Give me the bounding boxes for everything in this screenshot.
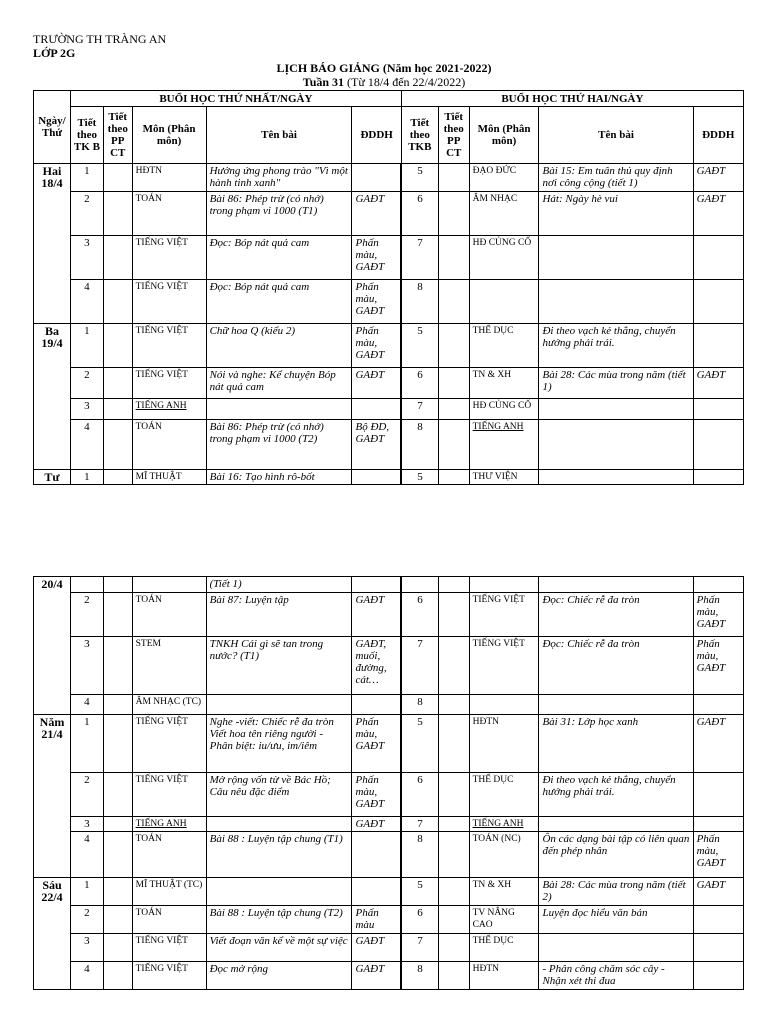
subject-cell: TIẾNG ANH: [469, 817, 539, 832]
subject-cell: [469, 577, 539, 593]
schedule-table-page-2: [33, 576, 744, 990]
subject-cell: TIẾNG VIỆT: [132, 962, 206, 990]
subject-cell: [469, 695, 539, 715]
period-number: 6: [401, 593, 438, 637]
period-number: 5: [401, 324, 438, 368]
session-1-header: BUỔI HỌC THỨ NHẤT/NGÀY: [70, 91, 401, 107]
equipment-cell: [693, 934, 743, 962]
col-equipment-header-2: ĐDDH: [693, 107, 743, 164]
equipment-cell: GAĐT: [693, 192, 743, 236]
subject-cell: TIẾNG VIỆT: [132, 280, 206, 324]
week-range: (Từ 18/4 đến 22/4/2022): [347, 75, 466, 89]
equipment-cell: [352, 470, 401, 485]
equipment-cell: [693, 962, 743, 990]
equipment-cell: [693, 399, 743, 420]
lesson-cell: Hát: Ngày hè vui: [539, 192, 693, 236]
period-number: 5: [401, 878, 438, 906]
day-cell: [34, 577, 71, 715]
ppct-cell: [438, 695, 469, 715]
schedule-row: [34, 962, 744, 990]
period-number: 2: [70, 773, 103, 817]
ppct-cell: [438, 637, 469, 695]
schedule-row: [34, 773, 744, 817]
period-number: 8: [401, 695, 438, 715]
day-cell: [34, 878, 71, 990]
equipment-cell: [693, 470, 743, 485]
ppct-cell: [438, 324, 469, 368]
period-number: 6: [401, 192, 438, 236]
equipment-cell: Phấn màu, GAĐT: [693, 832, 743, 878]
ppct-cell: [103, 577, 132, 593]
subject-cell: THỂ DỤC: [469, 324, 539, 368]
period-number: 4: [70, 280, 103, 324]
schedule-row: [34, 324, 744, 368]
period-number: 2: [70, 593, 103, 637]
schedule-row: [34, 192, 744, 236]
ppct-cell: [438, 593, 469, 637]
ppct-cell: [103, 878, 132, 906]
equipment-cell: Phấn màu, GAĐT: [352, 280, 401, 324]
schedule-row: [34, 164, 744, 192]
ppct-cell: [103, 695, 132, 715]
subject-cell: THỂ DỤC: [469, 773, 539, 817]
school-name: TRƯỜNG TH TRÀNG AN: [33, 32, 167, 46]
subject-cell: TIẾNG VIỆT: [132, 236, 206, 280]
period-number: 3: [70, 399, 103, 420]
subject-cell: TIẾNG VIỆT: [132, 934, 206, 962]
equipment-cell: [352, 577, 401, 593]
subject-cell: TIẾNG ANH: [132, 817, 206, 832]
col-subject-header: Môn (Phân môn): [132, 107, 206, 164]
lesson-cell: Bài 87: Luyện tập: [206, 593, 352, 637]
period-number: 1: [70, 878, 103, 906]
col-period-tkb-header: Tiết theo TK B: [70, 107, 103, 164]
lesson-cell: Bài 28: Các mùa trong năm (tiết 2): [539, 878, 693, 906]
schedule-row: [34, 236, 744, 280]
ppct-cell: [103, 773, 132, 817]
period-number: 1: [70, 715, 103, 773]
subject-cell: TIẾNG VIỆT: [469, 593, 539, 637]
schedule-row: [34, 593, 744, 637]
lesson-cell: Mở rộng vốn từ về Bác Hồ; Câu nêu đặc điểm: [206, 773, 352, 817]
day-date: 19/4: [41, 336, 63, 350]
col-equipment-header: ĐDDH: [352, 107, 401, 164]
subject-cell: TIẾNG ANH: [469, 420, 539, 470]
lesson-cell: [206, 817, 352, 832]
lesson-cell: Đọc: Bóp nát quả cam: [206, 280, 352, 324]
period-number: 6: [401, 368, 438, 399]
ppct-cell: [103, 906, 132, 934]
equipment-cell: GAĐT: [352, 192, 401, 236]
ppct-cell: [438, 236, 469, 280]
period-number: 5: [401, 164, 438, 192]
lesson-cell: Bài 31: Lớp học xanh: [539, 715, 693, 773]
ppct-cell: [438, 715, 469, 773]
equipment-cell: Phấn màu, GAĐT: [352, 236, 401, 280]
schedule-row: [34, 878, 744, 906]
ppct-cell: [438, 280, 469, 324]
ppct-cell: [438, 192, 469, 236]
ppct-cell: [103, 470, 132, 485]
schedule-row: [34, 470, 744, 485]
period-number: 4: [70, 695, 103, 715]
period-number: 4: [70, 962, 103, 990]
equipment-cell: [693, 906, 743, 934]
subject-cell: TN & XH: [469, 368, 539, 399]
lesson-cell: Bài 88 : Luyện tập chung (T1): [206, 832, 352, 878]
day-name: Tư: [44, 470, 60, 484]
subject-cell: TOÁN: [132, 192, 206, 236]
period-number: 3: [70, 934, 103, 962]
equipment-cell: [352, 695, 401, 715]
lesson-cell: Luyện đọc hiểu văn bản: [539, 906, 693, 934]
subject-cell: TOÁN (NC): [469, 832, 539, 878]
equipment-cell: [352, 878, 401, 906]
lesson-cell: [206, 878, 352, 906]
schedule-row: [34, 906, 744, 934]
period-number: 7: [401, 637, 438, 695]
ppct-cell: [438, 832, 469, 878]
subject-cell: MĨ THUẬT (TC): [132, 878, 206, 906]
day-name: Sáu: [42, 878, 62, 892]
week-label: Tuần 31: [302, 75, 345, 89]
day-name: Ba: [44, 324, 59, 338]
subject-cell: TIẾNG VIỆT: [132, 324, 206, 368]
schedule-title: LỊCH BÁO GIẢNG (Năm học 2021-2022): [276, 61, 492, 75]
period-number: 4: [70, 420, 103, 470]
ppct-cell: [103, 817, 132, 832]
schedule-row: [34, 715, 744, 773]
lesson-cell: - Phân công chăm sóc cây - Nhận xét thi đua: [539, 962, 693, 990]
lesson-cell: (Tiết 1): [206, 577, 352, 593]
period-number: 5: [401, 470, 438, 485]
ppct-cell: [103, 420, 132, 470]
ppct-cell: [438, 470, 469, 485]
col-period-tkb-header-2: Tiết theo TKB: [401, 107, 438, 164]
equipment-cell: [693, 817, 743, 832]
subject-cell: [469, 280, 539, 324]
lesson-cell: Ôn các dạng bài tập có liên quan đến phép nhân: [539, 832, 693, 878]
period-number: 7: [401, 236, 438, 280]
week-line: [0, 76, 768, 89]
ppct-cell: [103, 399, 132, 420]
equipment-cell: GAĐT, muối, đường, cát…: [352, 637, 401, 695]
lesson-cell: [539, 236, 693, 280]
lesson-cell: Bài 15: Em tuân thủ quy định nơi công cộng (tiết 1): [539, 164, 693, 192]
period-number: 1: [70, 470, 103, 485]
period-number: 8: [401, 962, 438, 990]
ppct-cell: [103, 637, 132, 695]
subject-cell: ÂM NHẠC (TC): [132, 695, 206, 715]
period-number: 8: [401, 832, 438, 878]
class-name: LỚP 2G: [33, 46, 76, 60]
equipment-cell: GAĐT: [352, 368, 401, 399]
subject-cell: HĐ CỦNG CỐ: [469, 399, 539, 420]
period-number: 3: [70, 817, 103, 832]
equipment-cell: Phấn màu: [352, 906, 401, 934]
equipment-cell: GAĐT: [352, 593, 401, 637]
subject-cell: TOÁN: [132, 832, 206, 878]
lesson-cell: Đi theo vạch kẻ thẳng, chuyển hướng phải trái.: [539, 324, 693, 368]
day-date: 22/4: [41, 890, 63, 904]
period-number: 6: [401, 906, 438, 934]
equipment-cell: [693, 324, 743, 368]
col-period-ppct-header: Tiết theo PP CT: [103, 107, 132, 164]
ppct-cell: [103, 192, 132, 236]
equipment-cell: GAĐT: [352, 817, 401, 832]
ppct-cell: [103, 236, 132, 280]
ppct-cell: [438, 773, 469, 817]
lesson-cell: Chữ hoa Q (kiểu 2): [206, 324, 352, 368]
lesson-cell: [539, 695, 693, 715]
lesson-cell: [206, 399, 352, 420]
day-name: Hai: [42, 164, 62, 178]
period-number: 8: [401, 280, 438, 324]
schedule-row: [34, 399, 744, 420]
lesson-cell: Hưởng ứng phong trào "Vì một hành tinh xanh": [206, 164, 352, 192]
subject-cell: HĐTN: [469, 715, 539, 773]
period-number: 6: [401, 773, 438, 817]
schedule-row: [34, 368, 744, 399]
schedule-row: [34, 934, 744, 962]
day-cell: [34, 324, 71, 470]
lesson-cell: [539, 934, 693, 962]
day-date: 20/4: [41, 577, 63, 591]
ppct-cell: [103, 324, 132, 368]
period-number: 2: [70, 192, 103, 236]
subject-cell: THỂ DỤC: [469, 934, 539, 962]
ppct-cell: [438, 817, 469, 832]
subject-cell: TIẾNG VIỆT: [469, 637, 539, 695]
day-name: Năm: [39, 715, 65, 729]
subject-cell: TOÁN: [132, 420, 206, 470]
lesson-cell: Nói và nghe: Kể chuyện Bóp nát quả cam: [206, 368, 352, 399]
col-lesson-header: Tên bài: [206, 107, 352, 164]
ppct-cell: [103, 593, 132, 637]
period-number: [70, 577, 103, 593]
subject-cell: STEM: [132, 637, 206, 695]
day-cell: [34, 164, 71, 324]
period-number: 3: [70, 637, 103, 695]
lesson-cell: Bài 28: Các mùa trong năm (tiết 1): [539, 368, 693, 399]
subject-cell: THƯ VIỆN: [469, 470, 539, 485]
subject-cell: TV NÂNG CAO: [469, 906, 539, 934]
lesson-cell: Đọc: Chiếc rễ đa tròn: [539, 593, 693, 637]
schedule-row: [34, 817, 744, 832]
lesson-cell: [539, 817, 693, 832]
lesson-cell: Bài 86: Phép trừ (có nhớ) trong phạm vi 1000 (T1): [206, 192, 352, 236]
ppct-cell: [438, 420, 469, 470]
schedule-row: [34, 695, 744, 715]
ppct-cell: [103, 934, 132, 962]
ppct-cell: [438, 577, 469, 593]
subject-cell: HĐTN: [469, 962, 539, 990]
subject-cell: TIẾNG VIỆT: [132, 715, 206, 773]
subject-cell: HĐ CỦNG CỐ: [469, 236, 539, 280]
col-subject-header-2: Môn (Phân môn): [469, 107, 539, 164]
equipment-cell: Bộ ĐD, GAĐT: [352, 420, 401, 470]
period-number: 2: [70, 368, 103, 399]
equipment-cell: GAĐT: [352, 962, 401, 990]
schedule-row: [34, 577, 744, 593]
lesson-cell: Đọc: Chiếc rễ đa tròn: [539, 637, 693, 695]
equipment-cell: Phấn màu, GAĐT: [352, 773, 401, 817]
schedule-body-page-1: [34, 164, 744, 485]
day-date: 18/4: [41, 176, 63, 190]
lesson-cell: [539, 577, 693, 593]
period-number: 2: [70, 906, 103, 934]
col-day-header: Ngày/ Thứ: [34, 91, 71, 164]
equipment-cell: [693, 577, 743, 593]
subject-cell: MĨ THUẬT: [132, 470, 206, 485]
period-number: 5: [401, 715, 438, 773]
ppct-cell: [438, 934, 469, 962]
equipment-cell: GAĐT: [693, 164, 743, 192]
period-number: 1: [70, 164, 103, 192]
lesson-cell: Đọc mở rộng: [206, 962, 352, 990]
ppct-cell: [438, 164, 469, 192]
schedule-row: [34, 280, 744, 324]
schedule-row: [34, 832, 744, 878]
ppct-cell: [103, 832, 132, 878]
period-number: [401, 577, 438, 593]
equipment-cell: [352, 164, 401, 192]
equipment-cell: GAĐT: [352, 934, 401, 962]
ppct-cell: [438, 399, 469, 420]
col-lesson-header-2: Tên bài: [539, 107, 693, 164]
period-number: 7: [401, 817, 438, 832]
subject-cell: TIẾNG ANH: [132, 399, 206, 420]
ppct-cell: [438, 368, 469, 399]
equipment-cell: [352, 832, 401, 878]
ppct-cell: [438, 962, 469, 990]
equipment-cell: Phấn màu, GAĐT: [352, 715, 401, 773]
equipment-cell: Phấn màu, GAĐT: [693, 593, 743, 637]
period-number: 7: [401, 934, 438, 962]
lesson-cell: Bài 16: Tạo hình rô-bốt: [206, 470, 352, 485]
equipment-cell: [693, 773, 743, 817]
period-number: 7: [401, 399, 438, 420]
schedule-body-page-2: [34, 577, 744, 990]
lesson-cell: Viết đoạn văn kể về một sự việc: [206, 934, 352, 962]
lesson-cell: [206, 695, 352, 715]
lesson-cell: TNKH Cái gì sẽ tan trong nước? (T1): [206, 637, 352, 695]
schedule-row: [34, 637, 744, 695]
equipment-cell: [693, 280, 743, 324]
equipment-cell: GAĐT: [693, 878, 743, 906]
subject-cell: TIẾNG VIỆT: [132, 368, 206, 399]
ppct-cell: [438, 906, 469, 934]
equipment-cell: [352, 399, 401, 420]
ppct-cell: [103, 368, 132, 399]
lesson-cell: [539, 280, 693, 324]
period-number: 8: [401, 420, 438, 470]
ppct-cell: [103, 715, 132, 773]
equipment-cell: [693, 420, 743, 470]
equipment-cell: [693, 695, 743, 715]
day-cell: [34, 470, 71, 485]
day-date: 21/4: [41, 727, 63, 741]
equipment-cell: GAĐT: [693, 715, 743, 773]
lesson-cell: Bài 86: Phép trừ (có nhớ) trong phạm vi 1000 (T2): [206, 420, 352, 470]
lesson-cell: Đọc: Bóp nát quả cam: [206, 236, 352, 280]
subject-cell: TOÁN: [132, 593, 206, 637]
equipment-cell: GAĐT: [693, 368, 743, 399]
schedule-row: [34, 420, 744, 470]
session-2-header: BUỔI HỌC THỨ HAI/NGÀY: [401, 91, 743, 107]
lesson-cell: [539, 399, 693, 420]
subject-cell: [132, 577, 206, 593]
lesson-cell: Nghe -viết: Chiếc rễ đa tròn Viết hoa tên riêng người - Phân biệt: iu/ưu, im/iêm: [206, 715, 352, 773]
schedule-table-page-1: [33, 90, 744, 485]
lesson-cell: Bài 88 : Luyện tập chung (T2): [206, 906, 352, 934]
subject-cell: TN & XH: [469, 878, 539, 906]
equipment-cell: [693, 236, 743, 280]
period-number: 1: [70, 324, 103, 368]
lesson-cell: [539, 420, 693, 470]
day-cell: [34, 715, 71, 878]
ppct-cell: [103, 280, 132, 324]
subject-cell: TOÁN: [132, 906, 206, 934]
ppct-cell: [438, 878, 469, 906]
subject-cell: ÂM NHẠC: [469, 192, 539, 236]
subject-cell: TIẾNG VIỆT: [132, 773, 206, 817]
equipment-cell: Phấn màu, GAĐT: [693, 637, 743, 695]
period-number: 4: [70, 832, 103, 878]
subject-cell: ĐẠO ĐỨC: [469, 164, 539, 192]
lesson-cell: Đi theo vạch kẻ thẳng, chuyển hướng phải trái.: [539, 773, 693, 817]
col-period-ppct-header-2: Tiết theo PP CT: [438, 107, 469, 164]
period-number: 3: [70, 236, 103, 280]
lesson-cell: [539, 470, 693, 485]
subject-cell: HĐTN: [132, 164, 206, 192]
equipment-cell: Phấn màu, GAĐT: [352, 324, 401, 368]
ppct-cell: [103, 164, 132, 192]
ppct-cell: [103, 962, 132, 990]
